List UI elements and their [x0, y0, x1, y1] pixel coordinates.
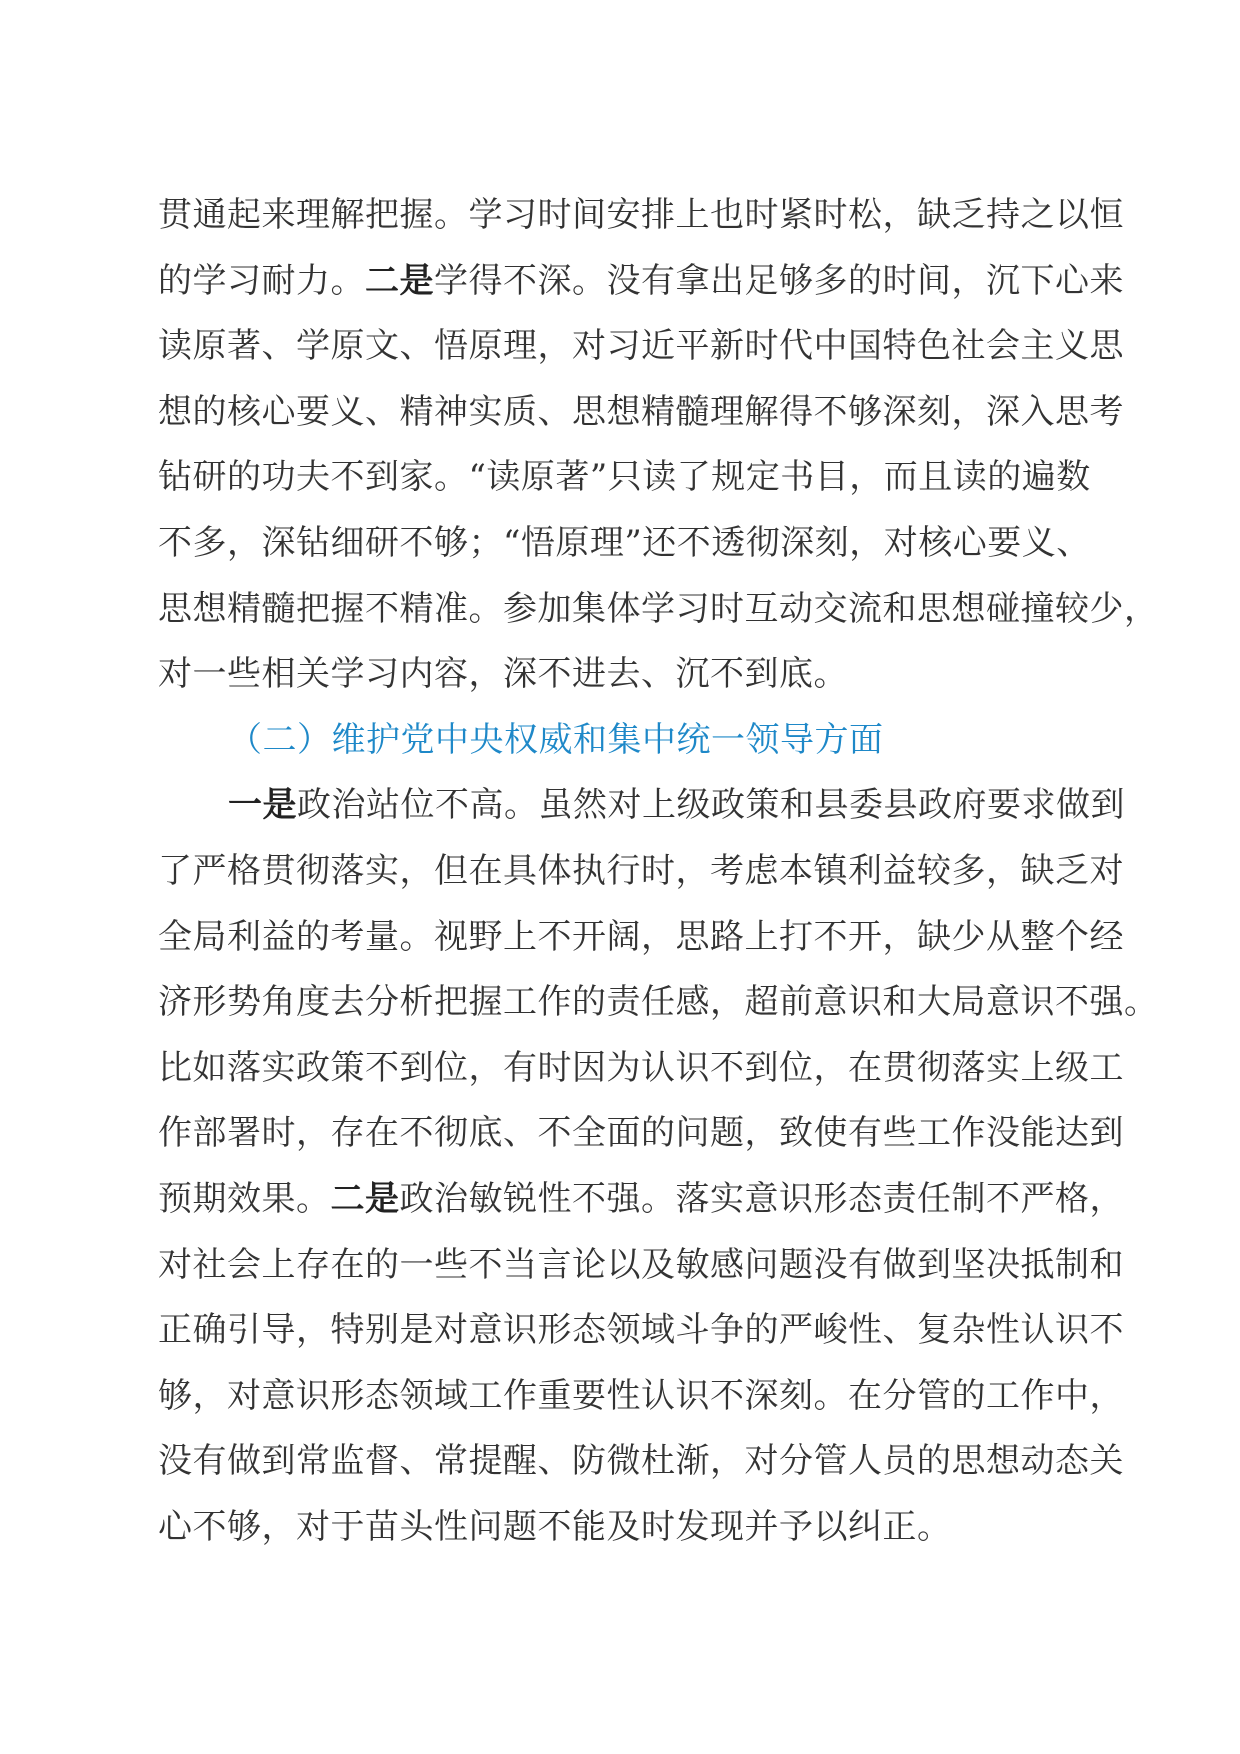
text-line: 想的核心要义、精神实质、思想精髓理解得不够深刻，深入思考	[158, 391, 1124, 432]
text-line: 作部署时，存在不彻底、不全面的问题，致使有些工作没能达到	[158, 1113, 1124, 1154]
text-line: 正确引导，特别是对意识形态领域斗争的严峻性、复杂性认识不	[158, 1310, 1124, 1351]
text-line: 心不够，对于苗头性问题不能及时发现并予以纠正。	[158, 1506, 952, 1547]
text-line: 读原著、学原文、悟原理，对习近平新时代中国特色社会主义思	[158, 326, 1124, 367]
text-line: 钻研的功夫不到家。“读原著”只读了规定书目，而且读的遍数	[158, 457, 1091, 498]
text-line: 全局利益的考量。视野上不开阔，思路上打不开，缺少从整个经	[158, 916, 1124, 957]
text-line	[158, 1167, 1124, 1233]
text-line: 够，对意识形态领域工作重要性认识不深刻。在分管的工作中，	[158, 1375, 1124, 1416]
text-line: 不多，深钻细研不够；“悟原理”还不透彻深刻，对核心要义、	[158, 522, 1091, 563]
text-line: 济形势角度去分析把握工作的责任感，超前意识和大局意识不强。	[158, 982, 1159, 1023]
point-marker: 二是	[330, 1178, 400, 1219]
point-marker: 一是	[228, 785, 297, 826]
text-line: 思想精髓把握不精准。参加集体学习时互动交流和思想碰撞较少，	[158, 588, 1159, 629]
section-heading: （二）维护党中央权威和集中统一领导方面	[228, 719, 884, 760]
text-line: 对一些相关学习内容，深不进去、沉不到底。	[158, 654, 848, 695]
text-line: 对社会上存在的一些不当言论以及敏感问题没有做到坚决抵制和	[158, 1244, 1124, 1285]
point-marker: 二是	[365, 260, 434, 301]
text-segment: 预期效果。	[158, 1178, 331, 1219]
text-line: 没有做到常监督、常提醒、防微杜渐，对分管人员的思想动态关	[158, 1441, 1124, 1482]
text-line: 比如落实政策不到位，有时因为认识不到位，在贯彻落实上级工	[158, 1047, 1124, 1088]
text-segment: 学得不深。没有拿出足够多的时间，沉下心来	[434, 260, 1124, 301]
document-page	[158, 183, 1159, 1560]
text-line: 贯通起来理解把握。学习时间安排上也时紧时松，缺乏持之以恒	[158, 195, 1124, 235]
text-segment: 的学习耐力。	[158, 260, 365, 301]
text-line	[158, 249, 1124, 315]
text-line	[158, 773, 1125, 839]
text-segment: 政治敏锐性不强。落实意识形态责任制不严格，	[399, 1178, 1124, 1219]
text-line: 了严格贯彻落实，但在具体执行时，考虑本镇利益较多，缺乏对	[158, 850, 1124, 891]
text-segment: 政治站位不高。虽然对上级政策和县委县政府要求做到	[297, 785, 1125, 826]
